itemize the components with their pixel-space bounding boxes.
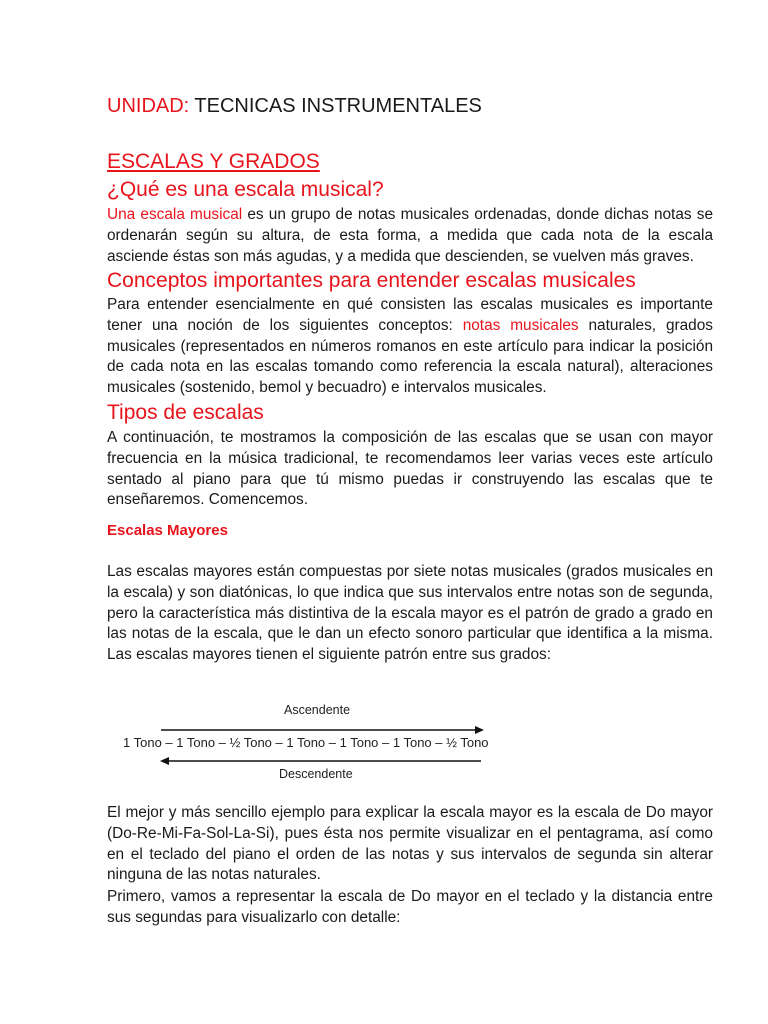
title-text: TECNICAS INSTRUMENTALES	[189, 95, 482, 117]
paragraph-teclado: Primero, vamos a representar la escala de Do mayor en el teclado y la distancia entre sus segundas para visualizarlo con detalle:	[107, 888, 713, 926]
heading-que-es-escala: ¿Qué es una escala musical?	[107, 178, 384, 201]
paragraph-ejemplo: El mejor y más sencillo ejemplo para explicar la escala mayor es la escala de Do mayor (Do-Re-Mi-Fa-Sol-La-Si), pues ésta nos permite visualizar en el pentagrama, así como en el teclado del piano el orden de las notas y sus intervalos de segunda sin alterar ninguna de las notas naturales.	[107, 804, 713, 884]
interval-sequence: 1 Tono – 1 Tono – ½ Tono – 1 Tono – 1 Tono – 1 Tono – ½ Tono	[123, 735, 489, 750]
paragraph-conceptos-before: Para entender esencialmente en qué consisten las escalas musicales es importante tener una noción de los siguientes conceptos:	[107, 296, 713, 334]
section-heading: ESCALAS Y GRADOS	[107, 150, 320, 173]
paragraph-escalas-mayores: Las escalas mayores están compuestas por siete notas musicales (grados musicales en la escala) y son diatónicas, lo que indica que sus intervalos entre notas son de segunda, pero la característica más distintiva de la escala mayor es el patrón de grado a grado en las notas de la escala, que le dan un efecto sonoro particular que identifica a la misma. Las escalas mayores tienen el siguiente patrón entre sus grados:	[107, 563, 713, 664]
paragraph-conceptos-after: naturales, grados musicales (representados en números romanos en este artículo para indicar la posición de cada nota en las escalas tomando como referencia la escala natural), alteraciones musicales (sostenido, bemol y becuadro) e intervalos musicales.	[107, 316, 713, 397]
ascending-arrowhead	[475, 726, 484, 734]
paragraph-definicion	[107, 205, 713, 267]
paragraph-conceptos	[107, 295, 713, 399]
link-escala-musical[interactable]: Una escala musical	[107, 206, 243, 223]
interval-pattern-diagram	[119, 700, 519, 788]
descending-arrowhead	[160, 757, 169, 765]
heading-tipos-escalas: Tipos de escalas	[107, 401, 264, 424]
paragraph-tipos: A continuación, te mostramos la composición de las escalas que se usan con mayor frecuencia en la música tradicional, te recomendamos leer varias veces este artículo sentado al piano para que tú mismo puedas ir construyendo las escalas que te enseñaremos. Comencemos.	[107, 429, 713, 509]
paragraph-definicion-text: es un grupo de notas musicales ordenadas, donde dichas notas se ordenarán según su altura, de esta forma, a medida que cada nota de la escala asciende éstas son más agudas, y a medida que descienden, se vuelven más graves.	[107, 206, 713, 265]
ascending-label: Ascendente	[284, 703, 351, 717]
title-prefix: UNIDAD:	[107, 95, 190, 117]
heading-conceptos: Conceptos importantes para entender escalas musicales	[107, 269, 636, 292]
descending-label: Descendente	[279, 767, 353, 781]
heading-escalas-mayores: Escalas Mayores	[107, 522, 228, 539]
page-title	[107, 92, 713, 120]
link-notas-musicales[interactable]: notas musicales	[462, 316, 579, 334]
